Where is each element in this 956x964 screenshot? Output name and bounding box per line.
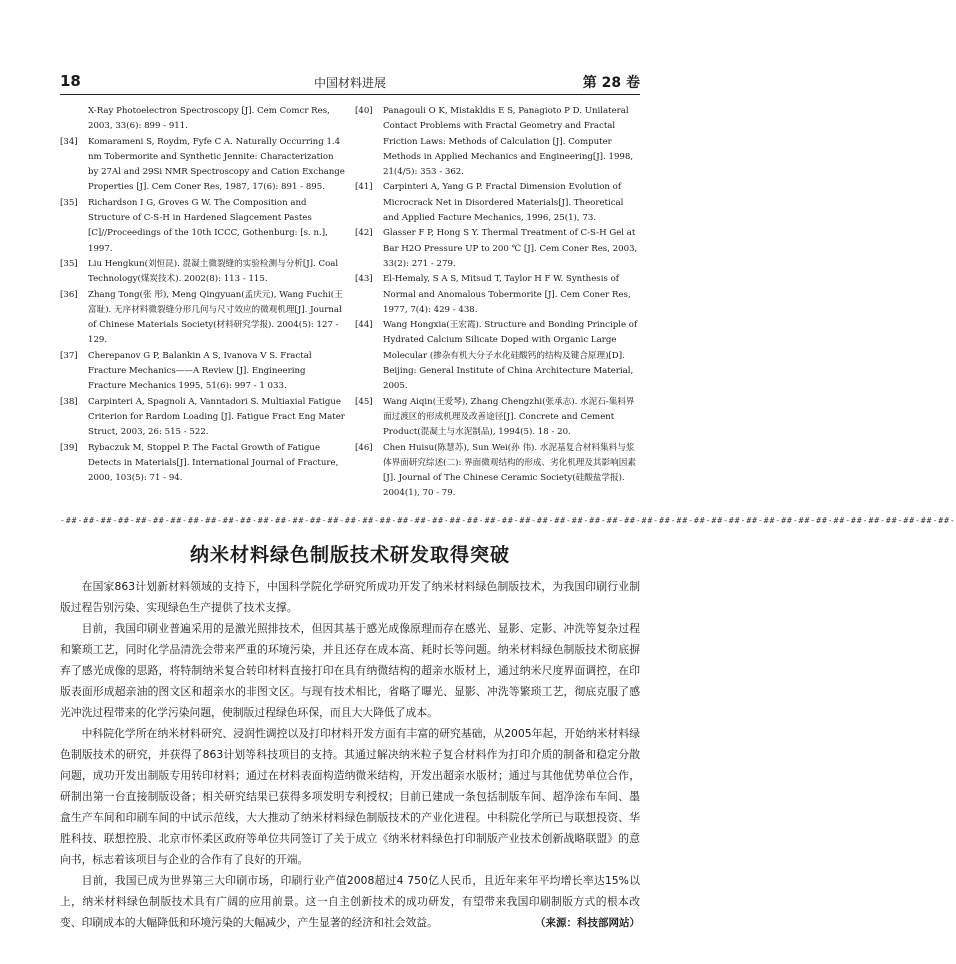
running-header [60,72,640,94]
reference-entry: [37] Cherepanov G P, Balankin A S, Ivanova V S. Fractal Fracture Mechanics——A Review [J]. Engineering Fracture Mechanics 1995, 51(6): 997 - 1 033. [60,350,312,392]
reference-entry: [34] Komarameni S, Roydm, Fyfe C A. Naturally Occurring 1.4 nm Tobermorite and Synthetic Jennite: Characterization by 27Al and 29Si NMR Spectroscopy and Cation Exchange Properties [J]. Cem Coner Res, 1987, 17(6): 891 - 895. [60,136,345,193]
article-paragraph: 目前，我国印刷业普遍采用的是激光照排技术，但因其基于感光成像原理而存在感光、显影、定影、冲洗等复杂过程和繁琐工艺，同时化学品清洗会带来严重的环境污染，并且还存在成本高、耗时长等问题。纳米材料绿色制版技术彻底摒弃了感光成像的思路，将特制纳米复合转印材料直接打印在具有纳微结构的超亲水版材上，通过纳米尺度界面调控，在印版表面形成超亲油的图文区和超亲水的非图文区。与现有技术相比，省略了曝光、显影、冲洗等繁琐工艺，彻底克服了感光冲洗过程带来的化学污染问题，使制版过程绿色环保，而且大大降低了成本。 [60,622,640,719]
article-body [60,576,640,933]
article-paragraph: 在国家863计划新材料领域的支持下，中国科学院化学研究所成功开发了纳米材料绿色制版技术，为我国印刷行业制版过程告别污染、实现绿色生产提供了技术支撑。 [60,580,640,614]
reference-entry: [35] Richardson I G, Groves G W. The Composition and Structure of C-S-H in Hardened Slagcement Pastes [C]//Proceedings of the 10th ICCC, Gothenburg: [s. n.], 1997. [60,197,328,254]
reference-entry: [43] El-Hemaly, S A S, Mitsud T, Taylor H F W. Synthesis of Normal and Anomalous Tobermorite [J]. Cem Coner Res, 1977, 7(4): 429 - 438. [355,274,631,315]
reference-entry: [36] Zhang Tong(张 彤), Meng Qingyuan(孟庆元), Wang Fuchi(王富耻). 无序材料微裂缝分形几何与尺寸效应的微观机理[J]. Journal of Chinese Materials Society(材料研究学报). 2004(5): 127 - 129. [60,289,343,346]
volume-label: 第 28 卷 [582,75,640,91]
reference-entry: [39] Rybaczuk M, Stoppel P. The Factal Growth of Fatigue Detects in Materials[J]. International Journal of Fracture, 2000, 103(5): 71 - 94. [60,442,339,484]
references-left-column [60,104,345,486]
references-right-column [355,104,640,502]
reference-entry: X-Ray Photoelectron Spectroscopy [J]. Cem Comcr Res, 2003, 33(6): 899 - 911. [88,106,330,132]
reference-entry: [38] Carpinteri A, Spagnoli A, Vanntadori S. Multiaxial Fatigue Criterion for Rardom Loading [J]. Fatigue Fract Eng Mater Struct, 2003, 26: 515 - 522. [60,396,345,438]
reference-entry: [42] Glasser F P, Hong S Y. Thermal Treatment of C-S-H Gel at Bar H2O Pressure UP to 200 ℃ [J]. Cem Coner Res, 2003, 33(2): 271 - 279. [355,228,638,269]
reference-entry: [46] Chen Huisu(陈慧苏), Sun Wei(孙 伟). 水泥基复合材料集料与浆体界面研究综述(二): 界面微观结构的形成、劣化机理及其影响因素[J]. Journal of The Chinese Ceramic Society(硅酸盐学报). 2004(1), 70 - 79. [355,442,636,499]
reference-entry: [35] Liu Hengkun(刘恒昆). 混凝土微裂缝的实验检测与分析[J]. Coal Technology(煤炭技术). 2002(8): 113 - 115. [60,258,339,285]
article-source: （来源：科技部网站） [535,917,640,929]
reference-entry: [40] Panagouli O K, Mistakldis E S, Panagioto P D. Unilateral Contact Problems with Fractal Geometry and Fractal Friction Laws: Methods of Calculation [J]. Computer Methods in Applied Mechanics and Engineering[J]. 1998, 21(4/5): 353 - 362. [355,106,634,178]
article-title: 纳米材料绿色制版技术研发取得突破 [189,544,510,566]
section-divider: -##-##-##-##-##-##-##-##-##-##-##-##-##-##-##-##-##-##-##-##-##-##-##-##-##-##-##-##-##-##-##-##-##-##-##-##-##-##-##-##-##-##-##-##-##-##-##-##-##-##-##- [60,516,956,525]
header-rule [60,94,640,95]
journal-title: 中国材料进展 [313,76,386,90]
page-number: 18 [60,72,81,90]
reference-entry: [44] Wang Hongxia(王宏霞). Structure and Bonding Principle of Hydrated Calcium Silicate Doped with Organic Large Molecular (掺杂有机大分子水化硅酸钙的结构及键合原理)[D]. Beijing: General Institute of China Architecture Material, 2005. [355,320,638,392]
reference-entry: [41] Carpinteri A, Yang G P. Fractal Dimension Evolution of Microcrack Net in Disordered Materials[J]. Theoretical and Applied Facture Mechanics, 1996, 25(1), 73. [355,182,624,224]
article-paragraph: 中科院化学所在纳米材料研究、浸润性调控以及打印材料开发方面有丰富的研究基础，从2005年起，开始纳米材料绿色制版技术的研究，并获得了863计划等科技项目的支持。其通过解决纳米粒子复合材料作为打印介质的制备和稳定分散问题，成功开发出制版专用转印材料；通过在材料表面构造纳微米结构，开发出超亲水版材；通过与其他优势单位合作，研制出第一台直接制版设备；相关研究结果已获得多项发明专利授权；目前已建成一条包括制版车间、超净涂布车间、墨盒生产车间和印刷车间的中试示范线，大大推动了纳米材料绿色制版技术的产业化进程。中科院化学所已与联想投资、华胜科技、联想控股、北京市怀柔区政府等单位共同签订了关于成立《纳米材料绿色打印制版产业技术创新战略联盟》的意向书，标志着该项目与企业的合作有了良好的开端。 [60,727,640,866]
article-paragraph: 目前，我国已成为世界第三大印刷市场，印刷行业产值2008超过4 750亿人民币，且近年来年平均增长率达15%以上，纳米材料绿色制版技术具有广阔的应用前景。这一自主创新技术的成功研发，有望带来我国印刷制版方式的根本改变、印刷成本的大幅降低和环境污染的大幅减少，产生显著的经济和社会效益。 [60,874,640,929]
reference-entry: [45] Wang Aiqin(王爱琴), Zhang Chengzhi(张承志). 水泥石-集料界面过渡区的形成机理及改善途径[J]. Concrete and Cement Product(混凝土与水泥制品), 1994(5). 18 - 20. [355,396,635,438]
